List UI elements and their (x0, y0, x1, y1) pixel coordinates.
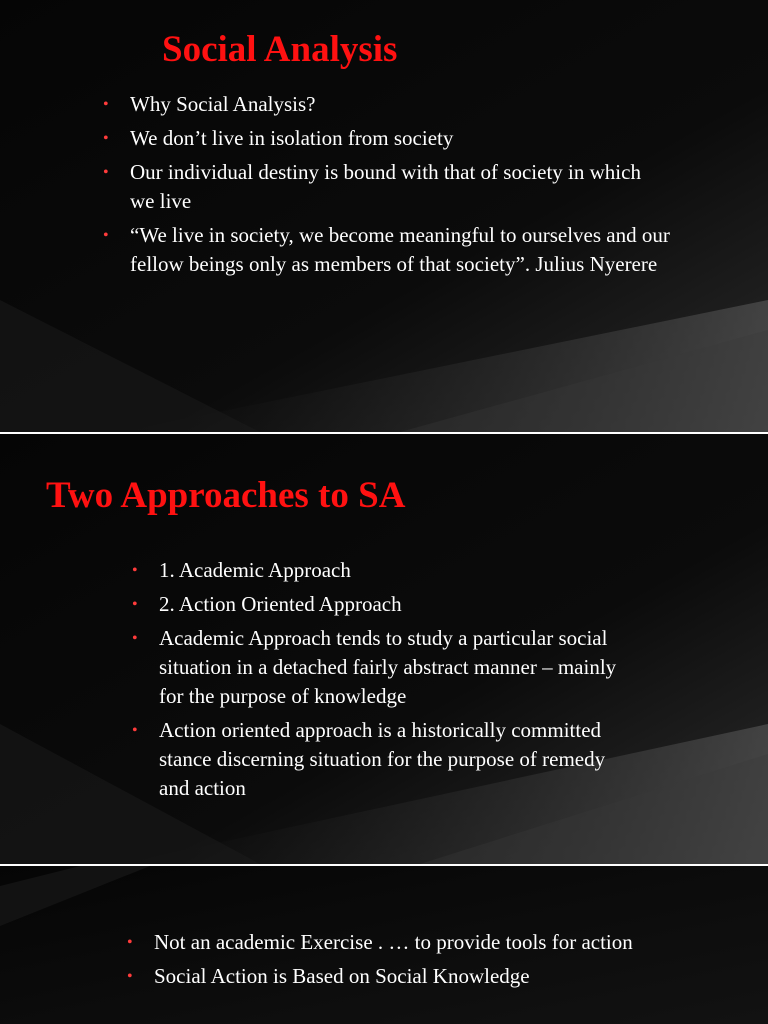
list-item: • We don’t live in isolation from society (130, 124, 670, 153)
bullet-dot-icon: • (127, 968, 133, 985)
slide-title: Social Analysis (162, 29, 398, 70)
list-item: • Action oriented approach is a historically committed stance discerning situation for the purpose of remedy and action (132, 718, 606, 800)
bullet-dot-icon: • (127, 934, 133, 951)
bullet-dot-icon: • (103, 96, 109, 113)
slide-social-analysis (0, 0, 768, 432)
bullet-dot-icon: • (132, 722, 138, 739)
slide-two-approaches (0, 434, 768, 864)
bullet-dot-icon: • (132, 630, 138, 647)
bullet-dot-icon: • (132, 562, 138, 579)
bullet-list (132, 556, 629, 808)
slide-social-action (0, 866, 768, 1024)
list-item: • Our individual destiny is bound with that of society in which we live (103, 160, 641, 213)
slide-title: Two Approaches to SA (46, 475, 406, 516)
list-item: • 2. Action Oriented Approach (159, 590, 629, 619)
list-item: • Why Social Analysis? (130, 90, 670, 119)
list-item: • Not an academic Exercise . … to provide tools for action (154, 928, 674, 957)
bullet-dot-icon: • (103, 130, 109, 147)
list-item: • Academic Approach tends to study a particular social situation in a detached fairly abstract manner – mainly for the purpose of knowledge (132, 626, 617, 708)
bullet-list (127, 928, 674, 996)
bullet-dot-icon: • (132, 596, 138, 613)
list-item: • “We live in society, we become meaningful to ourselves and our fellow beings only as members of that society”. Julius Nyerere (103, 223, 670, 276)
bullet-dot-icon: • (103, 164, 109, 181)
list-item: • Social Action is Based on Social Knowledge (154, 962, 674, 991)
list-item: • 1. Academic Approach (159, 556, 629, 585)
bullet-list (103, 90, 670, 284)
bullet-dot-icon: • (103, 227, 109, 244)
